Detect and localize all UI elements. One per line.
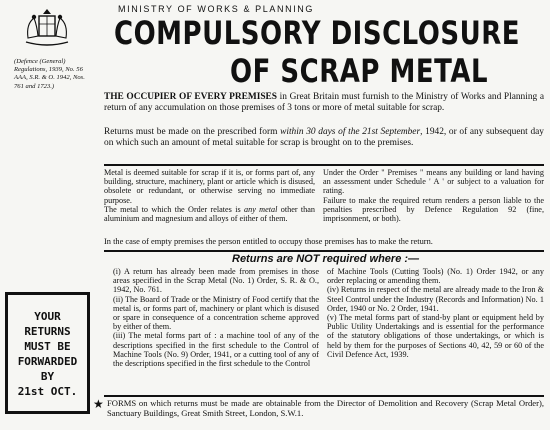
- lead-bold-text: THE OCCUPIER OF EVERY PREMISES: [104, 92, 278, 102]
- returns-paragraph: [104, 127, 544, 148]
- headline-line-1: COMPULSORY DISCLOSURE: [114, 16, 521, 53]
- not-required-heading: Returns are NOT required where :—: [232, 253, 420, 265]
- exemption-item: (ii) The Board of Trade or the Ministry of Food certify that the metal is, or forms part of, machinery or plant which is disused or spare in consequence of a concentration scheme approved by either of them.: [113, 294, 319, 332]
- metal-definition: [104, 205, 315, 223]
- deadline-line: FORWARDED: [17, 355, 78, 368]
- premises-definition: Under the Order " Premises " means any building or land having an assessment under Schedule ' A ' or subject to a valuation for rating.: [323, 168, 544, 196]
- returns-text-b: , 1942, or of any subsequent day on which such an amount of metal suitable for scrap is brought on to the premises.: [104, 127, 544, 148]
- exemption-item: of Machine Tools (Cutting Tools) (No. 1) Order 1942, or any order replacing or amending them.: [327, 267, 544, 286]
- lead-text: in Great Britain must furnish to the Ministry of Works and Planning a return of any accumulation on those premises of 3 tons or more of metal suitable for scrap.: [104, 92, 544, 113]
- ministry-name: MINISTRY OF WORKS & PLANNING: [118, 4, 314, 14]
- metal-definition-b: other than aluminium and magnesium and alloys of either of them.: [104, 204, 316, 224]
- metal-definition-a: The metal to which the Order relates is: [104, 204, 245, 214]
- deadline-box: [5, 292, 90, 414]
- returns-deadline: within 30 days of the 21st September: [280, 127, 421, 137]
- lead-paragraph: [104, 92, 544, 113]
- divider: [104, 395, 544, 397]
- deadline-line: MUST BE: [24, 340, 71, 353]
- exemptions-col-1: [113, 267, 319, 368]
- forms-notice: FORMS on which returns must be made are obtainable from the Director of Demolition and Recovery (Scrap Metal Order), Sanctuary Buildings, Great Smith Street, London, S.W.1.: [107, 398, 544, 418]
- deadline-line: 21st OCT.: [17, 385, 78, 398]
- divider: [104, 250, 544, 252]
- metal-definition-italic: any metal: [244, 204, 278, 214]
- definition-left: [104, 168, 315, 223]
- exemption-item: (iii) The metal forms part of : a machine tool of any of the descriptions specified in the first schedule to the Control of Machine Tools (No. 9) Order, 1941, or a cutting tool of any of the descriptions specified in the first schedule to the Control: [113, 331, 319, 369]
- deadline-line: BY: [40, 370, 55, 383]
- scrap-definition: Metal is deemed suitable for scrap if it is, or forms part of, any building, structure, machinery, plant or article which is disused, obsolete or redundant, or otherwise serving no immediate purpose.: [104, 168, 315, 205]
- regulation-citation: (Defence (General) Regulations, 1939, No. 56 AAA, S.R. & O. 1942, Nos. 761 and 1723.): [14, 58, 85, 90]
- exemption-item: (i) A return has already been made from premises in those areas specified in the Scrap Metal (No. 1) Order, S. R. & O., 1942, No. 761.: [113, 267, 319, 295]
- exemption-item: (v) The metal forms part of stand-by plant or equipment held by Public Utility Undertakings and is essential for the performance of the statutory obligations of those undertakings, or which is held by them for the purposes of Sections 40, 42, 59 or 60 of the Civil Defence Act, 1939.: [327, 313, 544, 359]
- penalty-notice: Failure to make the required return renders a person liable to the penalties prescribed by Defence Regulation 92 (fine, imprisonment, or both).: [323, 195, 544, 224]
- deadline-line: RETURNS: [24, 325, 71, 338]
- royal-coat-of-arms-icon: [22, 8, 72, 50]
- exemptions-col-2: [327, 267, 544, 359]
- star-icon: ★: [93, 397, 104, 411]
- returns-text-a: Returns must be made on the prescribed form: [104, 127, 281, 137]
- empty-premises-note: In the case of empty premises the person entitled to occupy those premises has to make the return.: [104, 237, 433, 246]
- headline-line-2: OF SCRAP METAL: [230, 54, 489, 91]
- deadline-line: YOUR: [34, 310, 61, 323]
- exemption-item: (iv) Returns in respect of the metal are already made to the Iron & Steel Control under the Industry (Records and Information) No. 1 Order, 1940 or No. 2 Order, 1941.: [327, 285, 544, 313]
- definition-right: [323, 168, 544, 223]
- divider: [104, 164, 544, 166]
